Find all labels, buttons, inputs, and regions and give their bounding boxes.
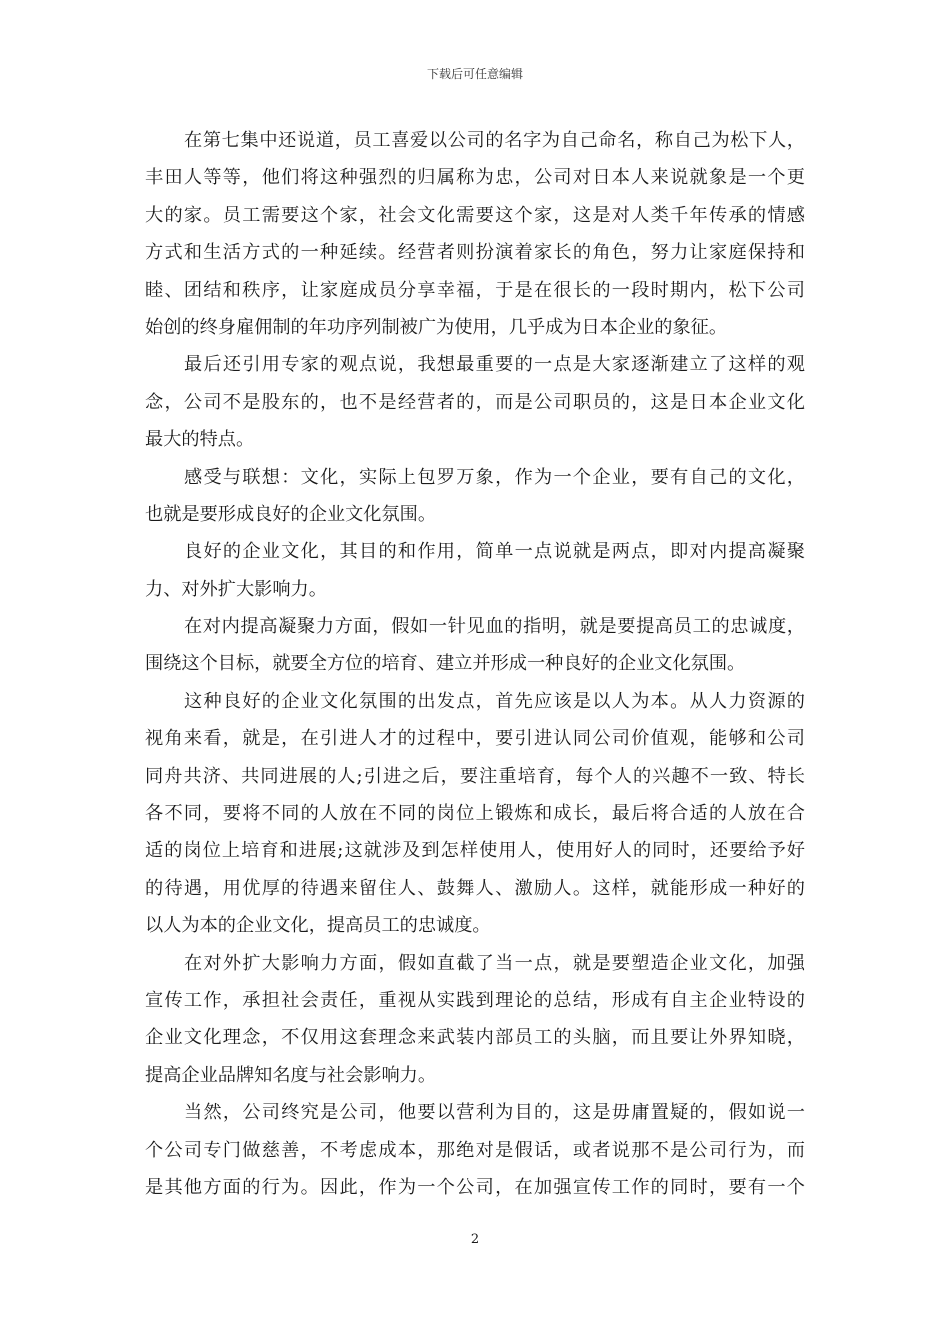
text-line: 念，公司不是股东的，也不是经营者的，而是公司职员的，这是日本企业文化 (145, 391, 805, 413)
text-line: 在对外扩大影响力方面，假如直截了当一点，就是要塑造企业文化，加强 (184, 952, 805, 974)
text-line: 在对内提高凝聚力方面，假如一针见血的指明，就是要提高员工的忠诚度， (184, 616, 805, 638)
text-line: 企业文化理念，不仅用这套理念来武装内部员工的头脑，而且要让外界知晓， (145, 1027, 805, 1049)
text-line: 同舟共济、共同进展的人;引进之后，要注重培育，每个人的兴趣不一致、特长 (145, 765, 805, 787)
text-line: 围绕这个目标，就要全方位的培育、建立并形成一种良好的企业文化氛围。 (145, 653, 746, 675)
text-line: 良好的企业文化，其目的和作用，简单一点说就是两点，即对内提高凝聚 (184, 541, 805, 563)
text-line: 最后还引用专家的观点说，我想最重要的一点是大家逐渐建立了这样的观 (184, 354, 805, 376)
text-line: 睦、团结和秩序，让家庭成员分享幸福，于是在很长的一段时期内，松下公司 (145, 279, 805, 301)
text-line: 感受与联想：文化，实际上包罗万象，作为一个企业，要有自己的文化， (184, 466, 805, 488)
text-line: 丰田人等等，他们将这种强烈的归属称为忠，公司对日本人来说就象是一个更 (145, 167, 805, 189)
paragraph (145, 122, 805, 346)
text-line: 力、对外扩大影响力。 (145, 578, 327, 600)
paragraph (145, 608, 805, 683)
paragraph (145, 683, 805, 945)
text-line: 在第七集中还说道，员工喜爱以公司的名字为自己命名，称自己为松下人， (184, 130, 805, 151)
page-number: 2 (470, 1232, 480, 1247)
text-line: 宣传工作，承担社会责任，重视从实践到理论的总结，形成有自主企业特设的 (145, 989, 805, 1011)
text-line: 各不同，要将不同的人放在不同的岗位上锻炼和成长，最后将合适的人放在合 (145, 803, 805, 825)
paragraph (145, 459, 805, 534)
paragraph (145, 1094, 805, 1206)
text-line: 适的岗位上培育和进展;这就涉及到怎样使用人，使用好人的同时，还要给予好 (145, 840, 805, 862)
text-line: 提高企业品牌知名度与社会影响力。 (145, 1064, 437, 1086)
paragraph (145, 945, 805, 1095)
text-line: 当然，公司终究是公司，他要以营利为目的，这是毋庸置疑的，假如说一 (184, 1102, 805, 1124)
paragraph (145, 533, 805, 608)
text-line: 大的家。员工需要这个家，社会文化需要这个家，这是对人类千年传承的情感 (145, 204, 805, 226)
text-line: 始创的终身雇佣制的年功序列制被广为使用，几乎成为日本企业的象征。 (145, 316, 728, 338)
text-line: 最大的特点。 (145, 429, 255, 451)
text-line: 的待遇，用优厚的待遇来留住人、鼓舞人、激励人。这样，就能形成一种好的 (145, 877, 805, 899)
text-line: 视角来看，就是，在引进人才的过程中，要引进认同公司价值观，能够和公司 (145, 728, 805, 750)
text-line: 这种良好的企业文化氛围的出发点，首先应该是以人为本。从人力资源的 (184, 690, 805, 712)
text-line: 方式和生活方式的一种延续。经营者则扮演着家长的角色，努力让家庭保持和 (145, 242, 805, 264)
text-line: 个公司专门做慈善，不考虑成本，那绝对是假话，或者说那不是公司行为，而 (145, 1139, 805, 1161)
paragraph (145, 346, 805, 458)
document-body (145, 122, 805, 1206)
text-line: 是其他方面的行为。因此，作为一个公司，在加强宣传工作的同时，要有一个 (145, 1176, 805, 1198)
text-line: 以人为本的企业文化，提高员工的忠诚度。 (145, 915, 491, 937)
text-line: 也就是要形成良好的企业文化氛围。 (145, 503, 437, 525)
page-header: 下载后可任意编辑 (426, 67, 523, 81)
